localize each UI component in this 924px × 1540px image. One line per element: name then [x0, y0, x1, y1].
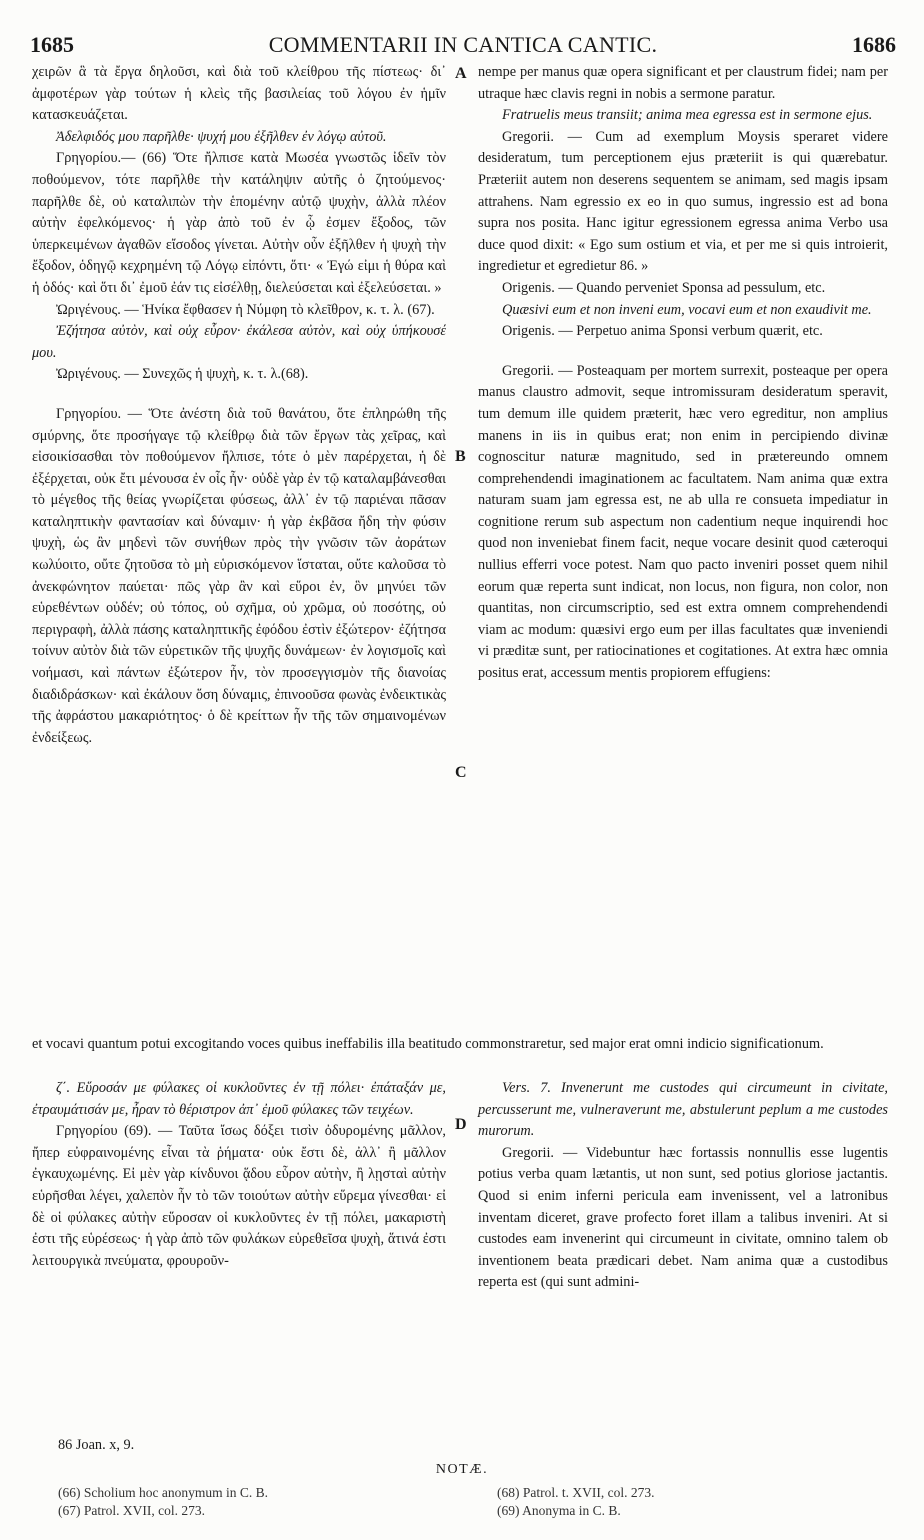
greek-para: Ὠριγένους. — Ἡνίκα ἔφθασεν ἡ Νύμφη τὸ κλεῖθρον, κ. τ. λ. (67). [56, 301, 435, 318]
latin-para: Origenis. — Quando perveniet Sponsa ad pessulum, etc. [502, 279, 826, 296]
latin-para: Gregorii. — Videbuntur hæc fortassis nonnullis esse lugentis potius verba quam lætantis, ut non sunt, sed potius gloriose jactantis. Quod si enim inferni pericula eam invenissent, vel a latronibus inventam diceret, grave profecto foret illam a talibus inveniri. At si custodes eam invenerint qui circumeunt in civitate, omnino talem ob inventionem beata prædicari debet. Nam anima quæ a custodibus reperta est (qui sunt admini- [478, 1144, 888, 1291]
latin-column-upper [478, 62, 888, 685]
greek-para: Γρηγορίου (69). — Ταῦτα ἴσως δόξει τισὶν ὀδυρομένης μᾶλλον, ἤπερ εὐφραινομένης εἶναι τὰ ῥήματα· οὐκ ἔστι δὲ, ἀλλ᾽ ἢ μᾶλλον ἐγκαυχωμένης. Εἰ μὲν γὰρ κίνδυνοι ᾅδου εὗρον αὐτὴν, ἢ λῃσταὶ αὐτὴν εὑρῆσθαι λέγει, χαλεπὸν ἦν τὸ τῶν τοιούτων αὐτὴν εὕρεμα γίνεσθαι· εἰ δὲ οἱ φύλακες αὐτὴν εὕροσαν οἱ κυκλοῦντες ἐν τῇ πόλει, μακαριστὴ ἐστι τῆς εὑρέσεως· ἡ γὰρ ἀπὸ τῶν φυλάκων εὑρεθεῖσα ψυχὴ, ἅτινά ἐστι λειτουργικὰ πνεύματα, φρουροῦν- [32, 1123, 446, 1269]
greek-column-lower [32, 1078, 446, 1272]
notae-left [58, 1484, 268, 1520]
footnote: 86 Joan. x, 9. [58, 1437, 135, 1453]
latin-verse: Quæsivi eum et non inveni eum, vocavi eum et non exaudivit me. [502, 301, 872, 318]
greek-para: Γρηγορίου.— (66) Ὅτε ἤλπισε κατὰ Μωσέα γνωστῶς ἰδεῖν τὸν ποθούμενον, τότε παρῆλθε τὴν κατάληψιν αὐτῆς ὁ ζητούμενος· παρῆλθε δὲ, οὐ καταλιπὼν τὴν ἑπομένην αὐτῷ ψυχὴν, ἀλλὰ πλέον αὐτὴν ἐφελκόμενος· ἡ γὰρ ἀπὸ τοῦ ἐν ᾧ ἐσμεν ἔξοδος, τῶν ὑπερκειμένων ἀγαθῶν εἴσοδος γίνεται. Αὐτὴν οὖν ἐξῆλθεν ἡ ψυχὴ τὴν ἔξοδον, ὁδηγῷ κεχρημένη τῷ Λόγῳ εἰπόντι, ὅτι· « Ἐγώ εἰμι ἡ θύρα καὶ ἡ ὁδός· καὶ ὅτι δι᾽ ἐμοῦ ἐάν τις εἰσέλθῃ, διελεύσεται καὶ ἐξελεύσεται. » [32, 150, 446, 296]
latin-para: Gregorii. — Cum ad exemplum Moysis speraret videre desideratum, tum perceptionem ejus præteriit is qui quærebatur. Præteriit autem non deserens sequentem se animam, sed magis ipsam attrahens. Nam egressio ex eo in quo sumus, ingressio est ad bona supra nos posita. Hanc igitur egressionem egressa anima Verbo usa duce quod dixit: « Ego sum ostium et via, et per me si quis introierit, ingredietur et egredietur 86. » [478, 128, 888, 275]
margin-marker-d: D [455, 1116, 467, 1133]
greek-para: Γρηγορίου. — Ὅτε ἀνέστη διὰ τοῦ θανάτου, ὅτε ἐπληρώθη τῆς σμύρνης, ὅτε προσήγαγε τῷ κλείθρῳ διὰ τῶν ἔργων τὰς χεῖρας, καὶ εἰσοικίσασθαι τὸν ποθούμενον ἤλπισε, τότε ὁ μὲν παρέρχεται, ἡ δὲ ἐξέρχεται, οὐκ ἔτι μένουσα ἐν οἷς ἦν· οὐδὲ γὰρ ἐν τῷ καταλαμβάνεσθαι τὸ μέγεθος τῆς θείας γνωρίζεται φύσεως, ἀλλ᾽ ἐν τῷ παριέναι πᾶσαν καταληπτικὴν φαντασίαν καὶ δύναμιν· ἡ γὰρ ἐκβᾶσα ἤδη τὴν φύσιν ψυχὴ, ὡς ἂν μηδενὶ τῶν συνήθων πρὸς τὴν γνῶσιν τῶν ἀοράτων κωλύοιτο, οὔτε ζητοῦσα τὸ μὴ εὑρισκόμενον ἵσταται, οὔτε καλοῦσα τὸ ἀνεκφώνητον παύεται· πῶς γὰρ ἂν καὶ εὕροι ἐν, ὃν μηνύει τῶν εὑρεθέντων οὐδέν; οὐ τόπος, οὐ σχῆμα, οὐ χρῶμα, οὐ ποσότης, οὐ περιγραφὴ, ἀλλὰ πάσης καταληπτικῆς ἐφόδου ἐστὶν ἐξώτερον· ἐζήτησα τοίνυν αὐτὸν διὰ τῶν εὑρετικῶν τῆς ψυχῆς δυνάμεων· ἐν λογισμοῖς καὶ νοήμασι, καὶ πάντων ἐξώτερον ἦν, τὸν προσεγγισμὸν τῆς διανοίας διαδιδράσκων· καὶ ἐκάλουν ὅση δύναμις, ἐπινοοῦσα φωνὰς ἐνδεικτικὰς τῆς ἀφράστου μακαριότητος· ὁ δὲ κρείττων ἦν τῆς τῶν σημαινομένων ἐνδείξεως. [32, 405, 446, 746]
greek-verse: ζ΄. Εὕροσάν με φύλακες οἱ κυκλοῦντες ἐν τῇ πόλει· ἐπάταξάν με, ἐτραυμάτισάν με, ἦραν τὸ θέριστρον ἀπ᾽ ἐμοῦ φύλακες τῶν τειχέων. [32, 1080, 446, 1118]
margin-marker-b: B [455, 448, 466, 465]
latin-para: Gregorii. — Posteaquam per mortem surrexit, posteaque per opera manus claustro admovit, seque intromissuram desideratum speravit, tum demum ille quidem præterit, hæc vero egreditur, non amplius manens in iis in quibus erat; non enim in percipiendo divinæ cognoscitur naturæ magnitudo, sed in prætereundo omnem comprehendendi imaginationem ac facultatem. Nam anima quæ extra naturam suam jam egressa est, ne ab ulla re consueta impediatur in cognitione rerum sub aspectum non cadentium neque inquirendi hoc quod non inveniebat finem facit, neque vocare desinit quod cæteroqui nullius efferri voce potest. Nam quo pacto inveniri posset quem nihil eorum quæ reperta sunt indicat, non locus, non figura, non color, non quantitas, non circumscriptio, sed est extra omnem comprehendendi viam ac modum: quæsivi ergo eum per illas facultates quæ inveniendi vi præditæ sunt, per ratiocinationes et cogitationes. At extra hæc omnia positus erat, accessum mentis propiorem effugiens: [478, 362, 888, 682]
notae-right [497, 1484, 654, 1520]
latin-verse: Vers. 7. Invenerunt me custodes qui circumeunt in civitate, percusserunt me, vulneraverunt me, abstulerunt peplum a me custodes murorum. [478, 1080, 888, 1140]
notae-heading: NOTÆ. [435, 1462, 489, 1477]
latin-para: Origenis. — Perpetuo anima Sponsi verbum quærit, etc. [502, 323, 823, 340]
margin-marker-c: C [455, 764, 467, 781]
greek-column-upper [32, 62, 446, 749]
greek-para: χειρῶν ἃ τὰ ἔργα δηλοῦσι, καὶ διὰ τοῦ κλείθρου τῆς πίστεως· δι᾽ ἀμφοτέρων γὰρ τούτων ἡ κλεὶς τῆς βασιλείας τοῦ λόγου ἐν ἡμῖν κατασκευάζεται. [32, 64, 446, 124]
page-header [30, 32, 896, 62]
note-item: (66) Scholium hoc anonymum in C. B. [58, 1485, 268, 1500]
margin-marker-a: A [455, 65, 467, 82]
note-item: (67) Patrol. XVII, col. 273. [58, 1503, 205, 1518]
running-title: COMMENTARII IN CANTICA CANTIC. [268, 32, 658, 57]
greek-verse: Ἀδελφιδός μου παρῆλθε· ψυχή μου ἐξῆλθεν ἐν λόγῳ αὐτοῦ. [56, 128, 387, 145]
page-number-left: 1685 [30, 32, 74, 57]
greek-para: Ὠριγένους. — Συνεχῶς ἡ ψυχὴ, κ. τ. λ.(68). [56, 366, 309, 383]
note-item: (69) Anonyma in C. B. [497, 1503, 621, 1518]
latin-verse: Fratruelis meus transiit; anima mea egressa est in sermone ejus. [502, 107, 873, 124]
greek-verse: Ἐζήτησα αὐτὸν, καὶ οὐχ εὗρον· ἐκάλεσα αὐτὸν, καὶ οὐχ ὑπήκουσέ μου. [32, 323, 446, 361]
full-width-line: et vocavi quantum potui excogitando voces quibus ineffabilis illa beatitudo commonstraretur, sed major erat omni indicio significationum. [32, 1036, 824, 1052]
note-item: (68) Patrol. t. XVII, col. 273. [497, 1485, 655, 1500]
latin-column-lower [478, 1078, 888, 1294]
latin-para: nempe per manus quæ opera significant et per claustrum fidei; nam per utraque hæc clavis regni in nobis a sermone paratur. [478, 64, 888, 102]
page-number-right: 1686 [852, 32, 896, 57]
